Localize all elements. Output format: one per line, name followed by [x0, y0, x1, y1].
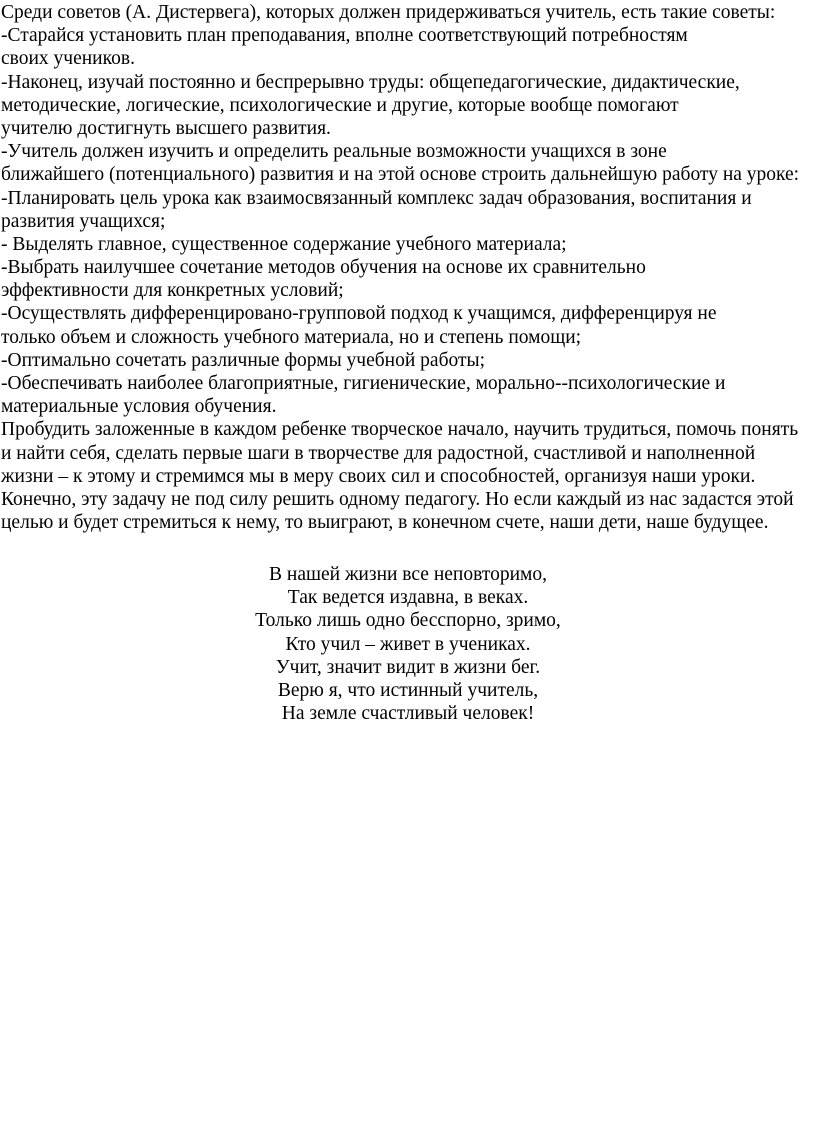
- body-line: -Обеспечивать наиболее благоприятные, гигиенические, морально--психологические и: [1, 373, 726, 394]
- poem-line: На земле счастливый человек!: [281, 703, 535, 725]
- body-line: Среди советов (А. Дистервега), которых должен придерживаться учитель, есть такие советы:: [1, 2, 776, 23]
- body-line: материальные условия обучения.: [1, 396, 277, 418]
- body-line: жизни – к этому и стремимся мы в меру своих сил и способностей, организуя наши уроки.: [1, 465, 756, 487]
- body-line: -Выбрать наилучшее сочетание методов обучения на основе их сравнительно: [1, 257, 646, 279]
- body-line: -Старайся установить план преподавания, вполне соответствующий потребностям: [1, 25, 688, 47]
- body-line: методические, логические, психологические и другие, которые вообще помогают: [1, 94, 679, 116]
- body-line: целью и будет стремиться к нему, то выиграют, в конечном счете, наши дети, наше будущее.: [1, 512, 769, 534]
- poem: [0, 563, 816, 725]
- body-line: учителю достигнуть высшего развития.: [1, 117, 331, 139]
- body-line: - Выделять главное, существенное содержание учебного материала;: [1, 233, 567, 255]
- body-line: и найти себя, сделать первые шаги в творчестве для радостной, счастливой и наполненной: [1, 442, 756, 464]
- poem-line: Учит, значит видит в жизни бег.: [275, 656, 541, 678]
- body-line: -Планировать цель урока как взаимосвязанный комплекс задач образования, воспитания и: [1, 187, 752, 209]
- poem-line: Только лишь одно бесспорно, зримо,: [255, 610, 561, 632]
- body-line: -Учитель должен изучить и определить реальные возможности учащихся в зоне: [1, 141, 667, 163]
- body-line: Пробудить заложенные в каждом ребенке творческое начало, научить трудиться, помочь понять: [1, 419, 799, 441]
- body-line: -Оптимально сочетать различные формы учебной работы;: [1, 349, 486, 371]
- body-line: -Осуществлять дифференцировано-групповой подход к учащимся, дифференцируя не: [1, 303, 717, 325]
- body-line: своих учеников.: [1, 48, 135, 70]
- poem-line: Так ведется издавна, в веках.: [287, 587, 529, 609]
- body-line: -Наконец, изучай постоянно и беспрерывно труды: общепедагогические, дидактические,: [1, 71, 740, 93]
- poem-line: Верю я, что истинный учитель,: [277, 679, 539, 701]
- body-line: ближайшего (потенциального) развития и на этой основе строить дальнейшую работу на уроке:: [1, 164, 800, 186]
- poem-line: В нашей жизни все неповторимо,: [269, 564, 547, 585]
- body-line: только объем и сложность учебного материала, но и степень помощи;: [1, 326, 582, 348]
- body-text: [1, 1, 815, 534]
- body-line: развития учащихся;: [1, 210, 166, 232]
- poem-line: Кто учил – живет в учениках.: [285, 633, 531, 655]
- body-line: Конечно, эту задачу не под силу решить одному педагогу. Но если каждый из нас задастся этой: [1, 488, 794, 510]
- body-line: эффективности для конкретных условий;: [1, 280, 344, 302]
